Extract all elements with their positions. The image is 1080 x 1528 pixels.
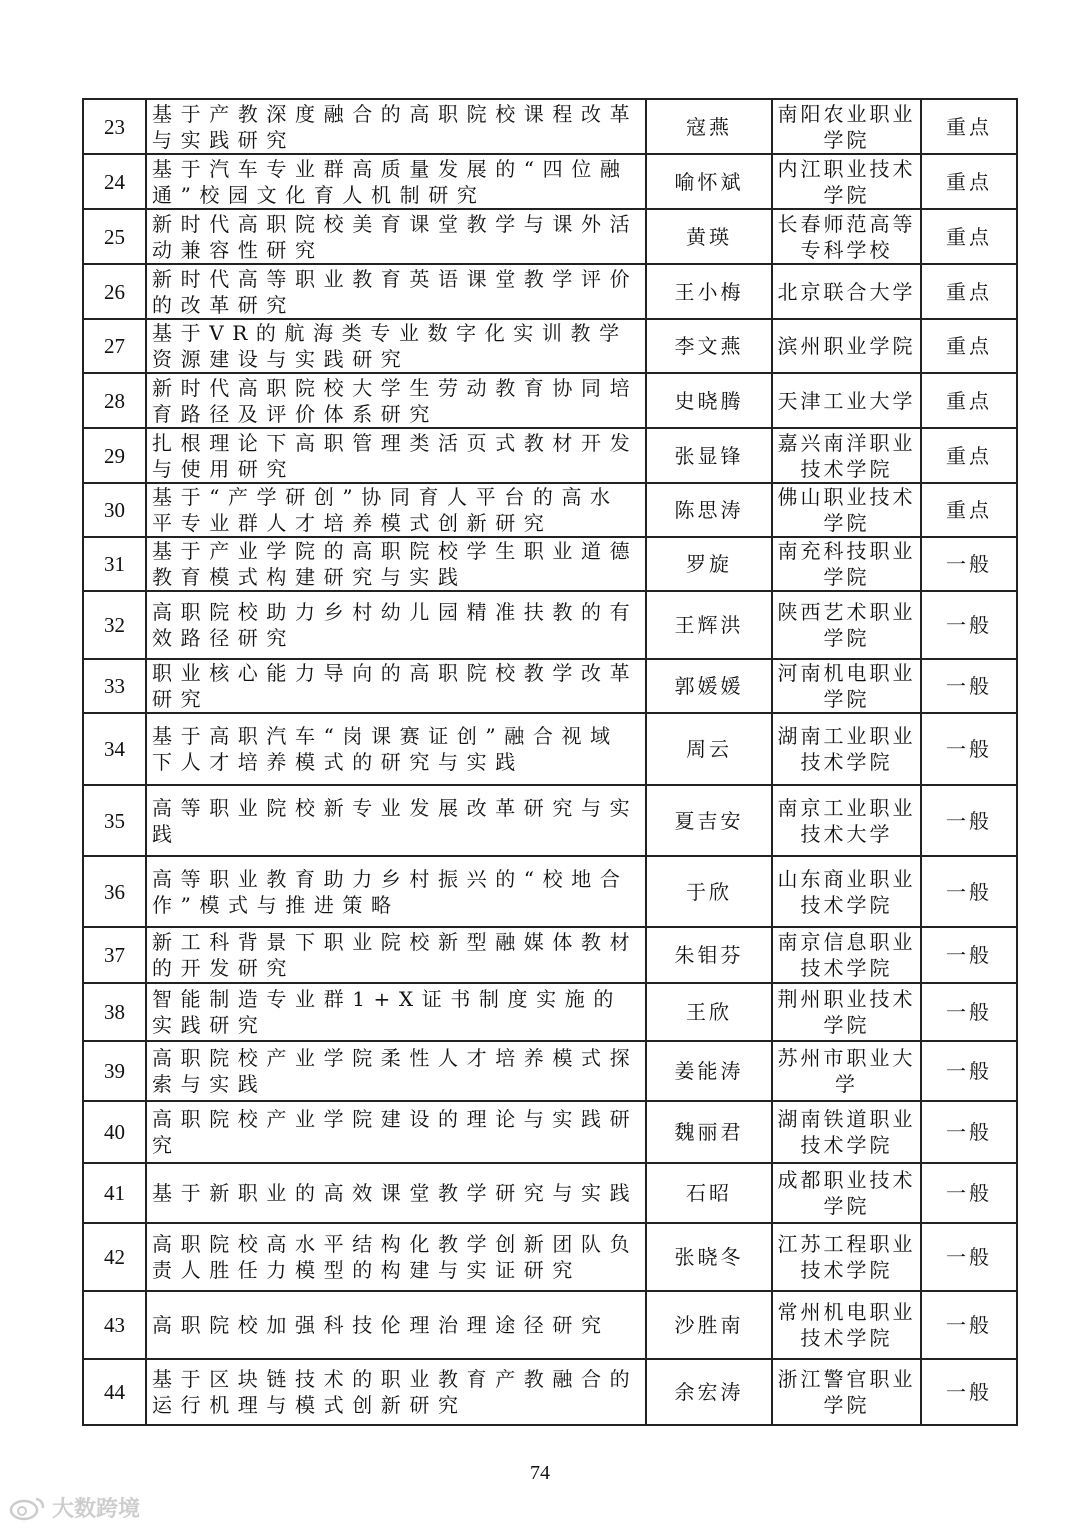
- row-number: 32: [83, 591, 146, 659]
- table-row: [83, 99, 1017, 154]
- institution: 山东商业职业技术学院: [772, 856, 921, 927]
- leader-name: 周云: [646, 713, 772, 785]
- page-number: 74: [530, 1462, 550, 1484]
- table-row: [83, 537, 1017, 591]
- project-title: 基于新职业的高效课堂教学研究与实践: [146, 1163, 646, 1223]
- institution: 湖南工业职业技术学院: [772, 713, 921, 785]
- institution: 浙江警官职业学院: [772, 1359, 921, 1425]
- project-level: 一般: [921, 927, 1017, 983]
- project-level: 一般: [921, 1291, 1017, 1359]
- leader-name: 史晓腾: [646, 373, 772, 428]
- institution: 佛山职业技术学院: [772, 483, 921, 537]
- institution: 陕西艺术职业学院: [772, 591, 921, 659]
- project-title: 基于“产学研创”协同育人平台的高水平专业群人才培养模式创新研究: [146, 483, 646, 537]
- project-level: 一般: [921, 537, 1017, 591]
- project-title: 高职院校加强科技伦理治理途径研究: [146, 1291, 646, 1359]
- project-title: 职业核心能力导向的高职院校教学改革研究: [146, 659, 646, 713]
- table-row: [83, 1101, 1017, 1163]
- project-level: 重点: [921, 483, 1017, 537]
- project-title: 基于产教深度融合的高职院校课程改革与实践研究: [146, 99, 646, 154]
- row-number: 35: [83, 785, 146, 856]
- project-level: 重点: [921, 319, 1017, 373]
- row-number: 27: [83, 319, 146, 373]
- project-title: 高职院校产业学院柔性人才培养模式探索与实践: [146, 1041, 646, 1101]
- institution: 内江职业技术学院: [772, 154, 921, 209]
- weibo-logo-icon: [8, 1495, 48, 1521]
- row-number: 40: [83, 1101, 146, 1163]
- table-row: [83, 785, 1017, 856]
- project-level: 重点: [921, 428, 1017, 483]
- table-row: [83, 264, 1017, 319]
- project-title: 基于区块链技术的职业教育产教融合的运行机理与模式创新研究: [146, 1359, 646, 1425]
- leader-name: 陈思涛: [646, 483, 772, 537]
- project-level: 重点: [921, 373, 1017, 428]
- row-number: 39: [83, 1041, 146, 1101]
- institution: 长春师范高等专科学校: [772, 209, 921, 264]
- project-level: 一般: [921, 1223, 1017, 1291]
- row-number: 29: [83, 428, 146, 483]
- institution: 荆州职业技术学院: [772, 983, 921, 1041]
- leader-name: 罗旋: [646, 537, 772, 591]
- project-level: 一般: [921, 983, 1017, 1041]
- leader-name: 郭媛媛: [646, 659, 772, 713]
- institution: 滨州职业学院: [772, 319, 921, 373]
- row-number: 37: [83, 927, 146, 983]
- leader-name: 朱钼芬: [646, 927, 772, 983]
- row-number: 33: [83, 659, 146, 713]
- row-number: 41: [83, 1163, 146, 1223]
- table-row: [83, 373, 1017, 428]
- project-title: 基于VR的航海类专业数字化实训教学资源建设与实践研究: [146, 319, 646, 373]
- project-title: 高等职业院校新专业发展改革研究与实践: [146, 785, 646, 856]
- institution: 南京工业职业技术大学: [772, 785, 921, 856]
- project-level: 一般: [921, 1041, 1017, 1101]
- project-level: 一般: [921, 1359, 1017, 1425]
- row-number: 43: [83, 1291, 146, 1359]
- row-number: 23: [83, 99, 146, 154]
- table-row: [83, 983, 1017, 1041]
- table-row: [83, 154, 1017, 209]
- table-row: [83, 1041, 1017, 1101]
- table-row: [83, 659, 1017, 713]
- table-row: [83, 591, 1017, 659]
- project-title: 新时代高职院校大学生劳动教育协同培育路径及评价体系研究: [146, 373, 646, 428]
- row-number: 30: [83, 483, 146, 537]
- row-number: 28: [83, 373, 146, 428]
- project-title: 基于产业学院的高职院校学生职业道德教育模式构建研究与实践: [146, 537, 646, 591]
- institution: 苏州市职业大学: [772, 1041, 921, 1101]
- project-level: 一般: [921, 713, 1017, 785]
- project-level: 重点: [921, 154, 1017, 209]
- leader-name: 魏丽君: [646, 1101, 772, 1163]
- leader-name: 于欣: [646, 856, 772, 927]
- institution: 湖南铁道职业技术学院: [772, 1101, 921, 1163]
- institution: 南京信息职业技术学院: [772, 927, 921, 983]
- leader-name: 王辉洪: [646, 591, 772, 659]
- row-number: 25: [83, 209, 146, 264]
- table-row: [83, 1163, 1017, 1223]
- watermark: [8, 1492, 140, 1523]
- row-number: 26: [83, 264, 146, 319]
- leader-name: 姜能涛: [646, 1041, 772, 1101]
- row-number: 24: [83, 154, 146, 209]
- institution: 江苏工程职业技术学院: [772, 1223, 921, 1291]
- project-title: 智能制造专业群1+X证书制度实施的实践研究: [146, 983, 646, 1041]
- table-row: [83, 856, 1017, 927]
- leader-name: 张晓冬: [646, 1223, 772, 1291]
- project-title: 高职院校产业学院建设的理论与实践研究: [146, 1101, 646, 1163]
- leader-name: 王欣: [646, 983, 772, 1041]
- leader-name: 沙胜南: [646, 1291, 772, 1359]
- leader-name: 余宏涛: [646, 1359, 772, 1425]
- institution: 南充科技职业学院: [772, 537, 921, 591]
- leader-name: 石昭: [646, 1163, 772, 1223]
- project-level: 一般: [921, 659, 1017, 713]
- leader-name: 王小梅: [646, 264, 772, 319]
- project-title: 高等职业教育助力乡村振兴的“校地合作”模式与推进策略: [146, 856, 646, 927]
- project-level: 重点: [921, 99, 1017, 154]
- project-title: 基于高职汽车“岗课赛证创”融合视域下人才培养模式的研究与实践: [146, 713, 646, 785]
- row-number: 44: [83, 1359, 146, 1425]
- institution: 嘉兴南洋职业技术学院: [772, 428, 921, 483]
- row-number: 31: [83, 537, 146, 591]
- leader-name: 喻怀斌: [646, 154, 772, 209]
- institution: 天津工业大学: [772, 373, 921, 428]
- project-table: [82, 98, 1018, 1426]
- project-title: 新时代高等职业教育英语课堂教学评价的改革研究: [146, 264, 646, 319]
- row-number: 36: [83, 856, 146, 927]
- table-row: [83, 1223, 1017, 1291]
- project-level: 一般: [921, 785, 1017, 856]
- table-row: [83, 927, 1017, 983]
- project-level: 一般: [921, 1163, 1017, 1223]
- institution: 河南机电职业学院: [772, 659, 921, 713]
- row-number: 42: [83, 1223, 146, 1291]
- institution: 成都职业技术学院: [772, 1163, 921, 1223]
- project-level: 一般: [921, 1101, 1017, 1163]
- table-row: [83, 319, 1017, 373]
- row-number: 34: [83, 713, 146, 785]
- project-level: 一般: [921, 591, 1017, 659]
- project-level: 重点: [921, 209, 1017, 264]
- project-level: 一般: [921, 856, 1017, 927]
- leader-name: 李文燕: [646, 319, 772, 373]
- institution: 南阳农业职业学院: [772, 99, 921, 154]
- project-title: 高职院校高水平结构化教学创新团队负责人胜任力模型的构建与实证研究: [146, 1223, 646, 1291]
- leader-name: 寇燕: [646, 99, 772, 154]
- leader-name: 黄瑛: [646, 209, 772, 264]
- table-row: [83, 1359, 1017, 1425]
- leader-name: 张显锋: [646, 428, 772, 483]
- institution: 常州机电职业技术学院: [772, 1291, 921, 1359]
- leader-name: 夏吉安: [646, 785, 772, 856]
- project-level: 重点: [921, 264, 1017, 319]
- watermark-text: 大数跨境: [52, 1497, 141, 1522]
- project-title: 高职院校助力乡村幼儿园精准扶教的有效路径研究: [146, 591, 646, 659]
- project-title: 新时代高职院校美育课堂教学与课外活动兼容性研究: [146, 209, 646, 264]
- project-title: 新工科背景下职业院校新型融媒体教材的开发研究: [146, 927, 646, 983]
- table-row: [83, 483, 1017, 537]
- table-row: [83, 209, 1017, 264]
- project-title: 基于汽车专业群高质量发展的“四位融通”校园文化育人机制研究: [146, 154, 646, 209]
- institution: 北京联合大学: [772, 264, 921, 319]
- table-row: [83, 713, 1017, 785]
- row-number: 38: [83, 983, 146, 1041]
- project-title: 扎根理论下高职管理类活页式教材开发与使用研究: [146, 428, 646, 483]
- table-row: [83, 1291, 1017, 1359]
- table-row: [83, 428, 1017, 483]
